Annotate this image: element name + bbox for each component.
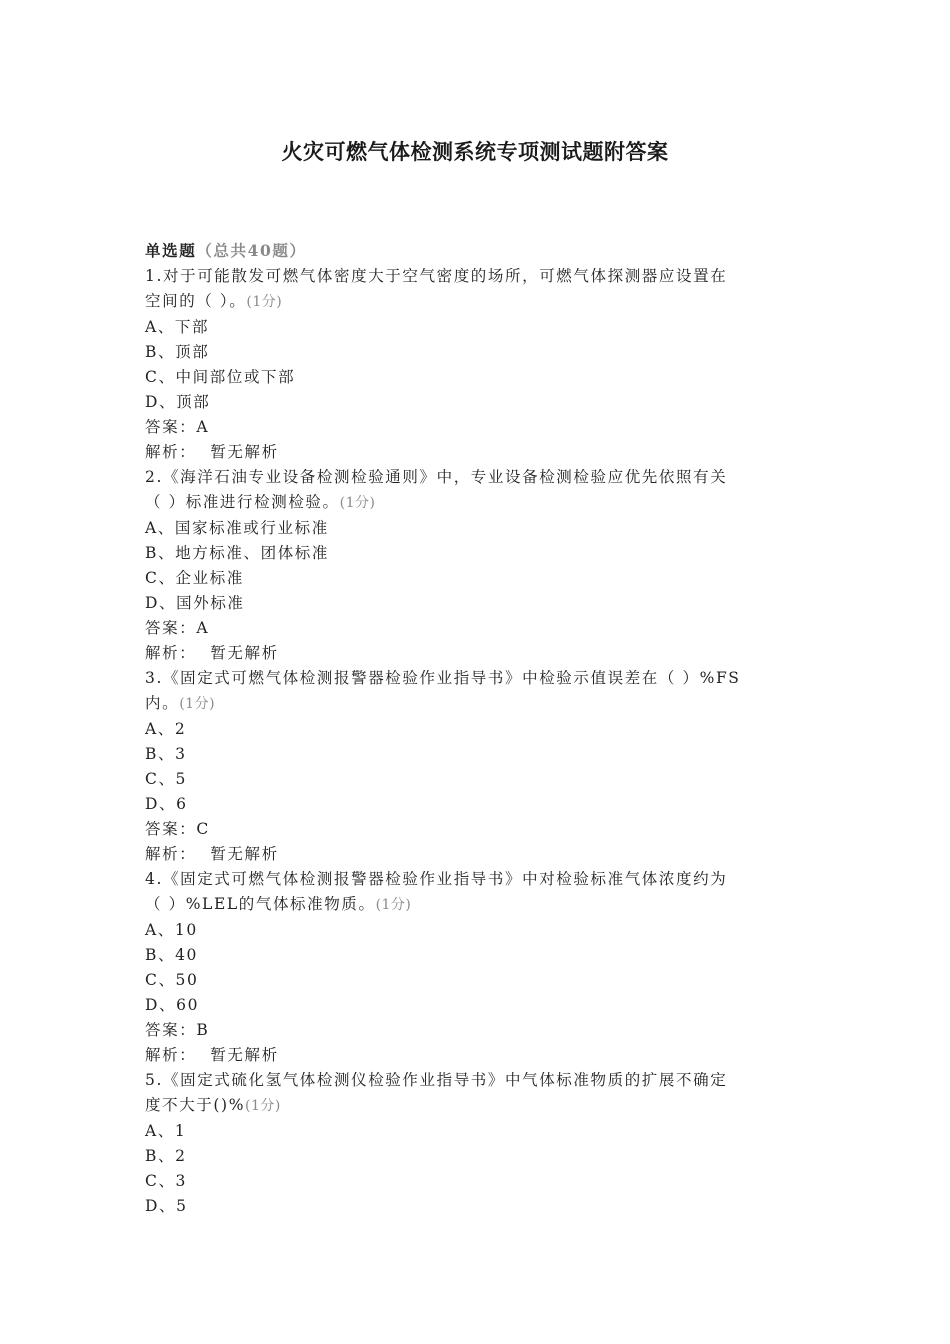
question-text-line bbox=[145, 691, 805, 717]
answer-value: B bbox=[196, 1021, 210, 1039]
analysis-label: 解析： bbox=[145, 845, 197, 863]
question-3 bbox=[145, 666, 805, 867]
option-a: A、2 bbox=[145, 720, 187, 738]
analysis-line bbox=[145, 842, 805, 867]
analysis-text: 暂无解析 bbox=[210, 845, 279, 863]
question-text-line: 5.《固定式硫化氢气体检测仪检验作业指导书》中气体标准物质的扩展不确定 bbox=[145, 1071, 728, 1089]
option-c: C、50 bbox=[145, 971, 199, 989]
option-b: B、顶部 bbox=[145, 343, 210, 361]
answer-value: C bbox=[196, 820, 210, 838]
question-text: 内。 bbox=[145, 694, 180, 712]
question-text: （ ）标准进行检测检验。 bbox=[145, 493, 340, 511]
answer-label: 答案： bbox=[145, 820, 197, 838]
analysis-text: 暂无解析 bbox=[210, 1046, 279, 1064]
question-text: 度不大于()% bbox=[145, 1096, 246, 1114]
analysis-text: 暂无解析 bbox=[210, 443, 279, 461]
answer-label: 答案： bbox=[145, 1021, 197, 1039]
analysis-label: 解析： bbox=[145, 644, 197, 662]
analysis-line bbox=[145, 440, 805, 465]
section-header bbox=[145, 238, 805, 264]
option-c: C、企业标准 bbox=[145, 569, 244, 587]
option-a: A、10 bbox=[145, 921, 198, 939]
option-d: D、60 bbox=[145, 996, 200, 1014]
question-text: 空间的（ ）。 bbox=[145, 292, 247, 310]
option-d: D、国外标准 bbox=[145, 594, 245, 612]
analysis-label: 解析： bbox=[145, 443, 197, 461]
question-2 bbox=[145, 465, 805, 666]
question-score: (1分) bbox=[246, 294, 283, 310]
question-text-line: 2.《海洋石油专业设备检测检验通则》中，专业设备检测检验应优先依照有关 bbox=[145, 468, 728, 486]
page-title: 火灾可燃气体检测系统专项测试题附答案 bbox=[281, 139, 669, 164]
analysis-line bbox=[145, 1043, 805, 1068]
analysis-line bbox=[145, 641, 805, 666]
question-5 bbox=[145, 1068, 805, 1219]
option-d: D、顶部 bbox=[145, 393, 211, 411]
answer-line bbox=[145, 616, 805, 641]
option-b: B、3 bbox=[145, 745, 187, 763]
option-b: B、40 bbox=[145, 946, 199, 964]
question-text-line bbox=[145, 1093, 805, 1119]
answer-label: 答案： bbox=[145, 619, 197, 637]
question-score: (1分) bbox=[179, 696, 216, 712]
option-a: A、下部 bbox=[145, 318, 210, 336]
section-count: （总共40题） bbox=[196, 241, 307, 260]
option-a: A、1 bbox=[145, 1122, 187, 1140]
question-score: (1分) bbox=[375, 897, 412, 913]
question-text-line: 1.对于可能散发可燃气体密度大于空气密度的场所，可燃气体探测器应设置在 bbox=[145, 267, 728, 285]
question-4 bbox=[145, 867, 805, 1068]
question-score: (1分) bbox=[339, 495, 376, 511]
option-d: D、6 bbox=[145, 795, 188, 813]
analysis-label: 解析： bbox=[145, 1046, 197, 1064]
question-text-line: 4.《固定式可燃气体检测报警器检验作业指导书》中对检验标准气体浓度约为 bbox=[145, 870, 728, 888]
answer-value: A bbox=[196, 418, 210, 436]
question-text-line bbox=[145, 289, 805, 315]
section-heading: 单选题 bbox=[145, 241, 197, 260]
option-d: D、5 bbox=[145, 1197, 188, 1215]
answer-value: A bbox=[196, 619, 210, 637]
option-c: C、中间部位或下部 bbox=[145, 368, 296, 386]
option-c: C、5 bbox=[145, 770, 188, 788]
option-a: A、国家标准或行业标准 bbox=[145, 519, 329, 537]
answer-line bbox=[145, 817, 805, 842]
question-text-line bbox=[145, 892, 805, 918]
option-c: C、3 bbox=[145, 1172, 188, 1190]
answer-label: 答案： bbox=[145, 418, 197, 436]
question-text: （ ）%LEL的气体标准物质。 bbox=[145, 895, 376, 913]
question-text-line bbox=[145, 490, 805, 516]
question-list bbox=[145, 238, 805, 1219]
question-text-line: 3.《固定式可燃气体检测报警器检验作业指导书》中检验示值误差在（ ）%FS bbox=[145, 669, 741, 687]
question-1 bbox=[145, 264, 805, 465]
answer-line bbox=[145, 415, 805, 440]
option-b: B、2 bbox=[145, 1147, 187, 1165]
question-score: (1分) bbox=[245, 1098, 281, 1114]
analysis-text: 暂无解析 bbox=[210, 644, 279, 662]
answer-line bbox=[145, 1018, 805, 1043]
option-b: B、地方标准、团体标准 bbox=[145, 544, 329, 562]
